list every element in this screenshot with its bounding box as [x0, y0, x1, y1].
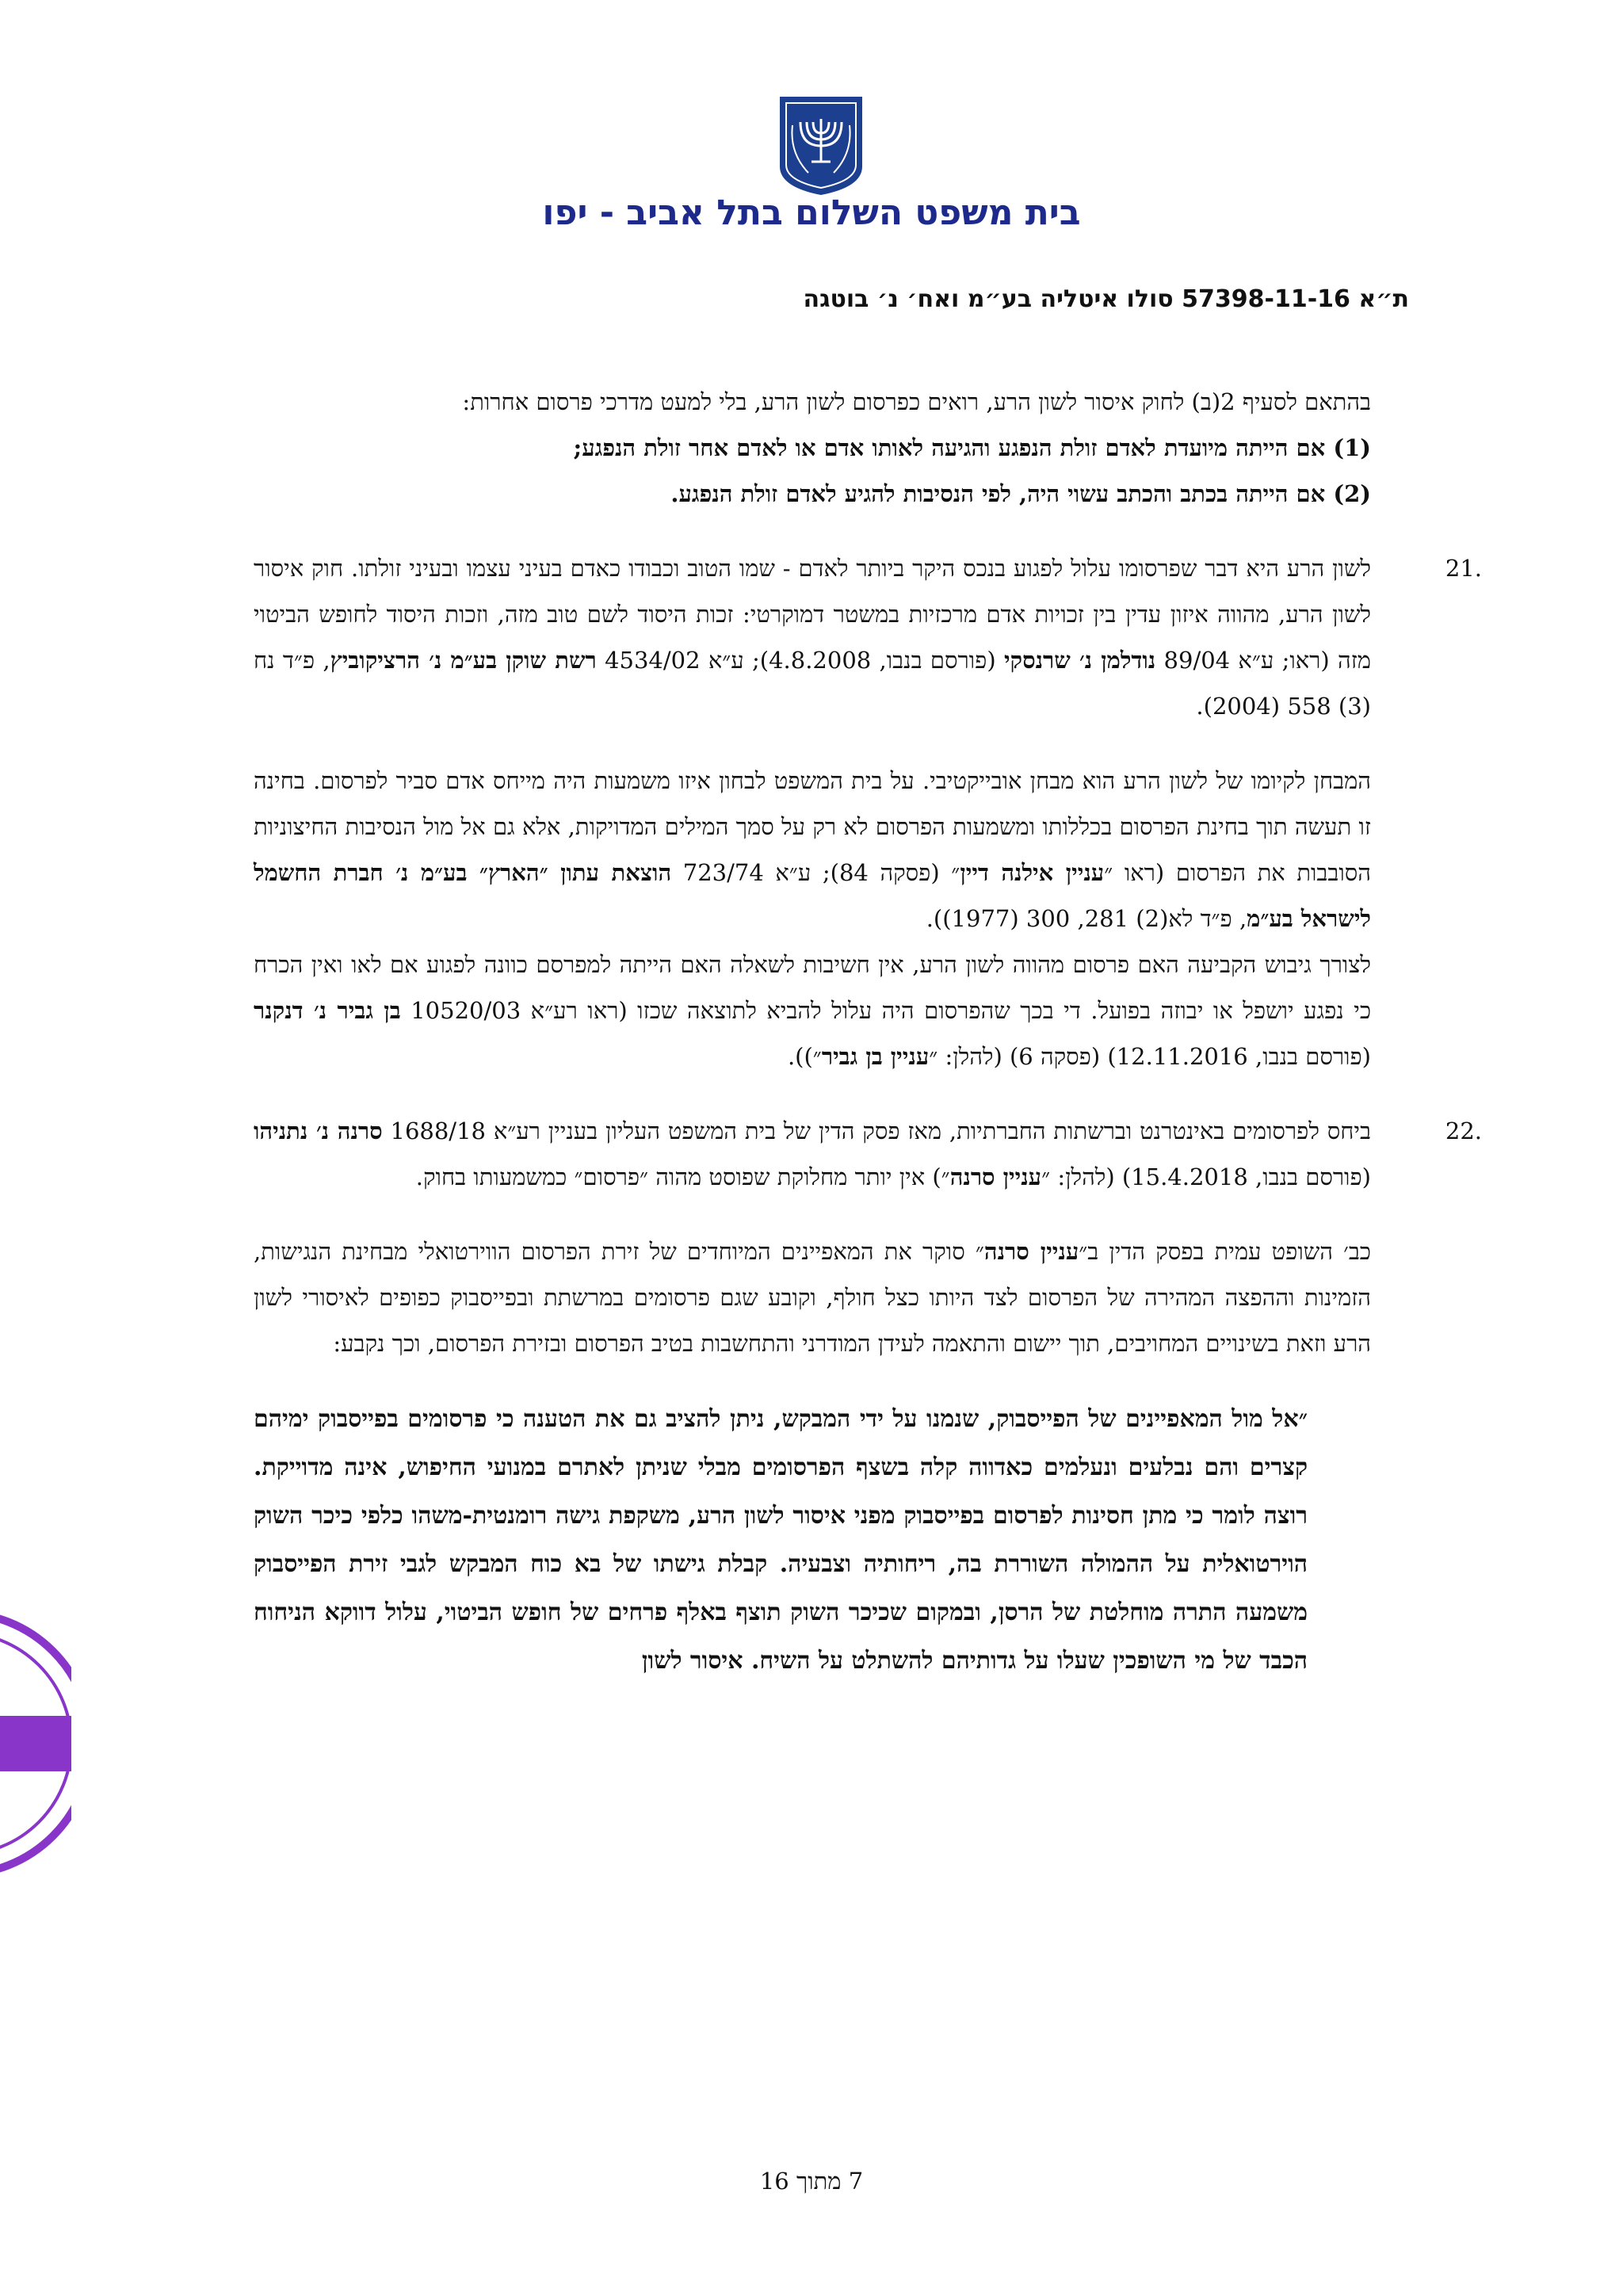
statute-list — [254, 425, 1371, 517]
statute-list-item: (1) אם הייתה מיועדת לאדם זולת הנפגע והגיעה לאותו אדם או לאדם אחר זולת הנפגע; — [573, 434, 1371, 461]
paragraph-number: 21. — [1445, 555, 1482, 582]
numbered-paragraph-22 — [254, 1108, 1482, 1200]
statute-list-item: (2) אם הייתה בכתב והכתב עשוי היה, לפי הנסיבות להגיע לאדם זולת הנפגע. — [670, 480, 1371, 507]
paragraph-intent: לצורך גיבוש הקביעה האם פרסום מהווה לשון הרע, אין חשיבות לשאלה האם הייתה למפרסם כוונה לפגוע אם לאו ואין הכרח כי נפגע יושפל או יבוזה בפועל. די בכך שהפרסום היה עלול להביא לתוצאה שכזו (ראו רע״א 10520/03 בן גביר נ׳ דנקנר (פורסם בנבו, 12.11.2016) (פסקה 6) (להלן: ״עניין בן גביר״)). — [254, 951, 1371, 1070]
state-emblem-icon — [777, 94, 865, 197]
case-number-line: ת״א 57398-11-16 סולו איטליה בע״מ ואח׳ נ׳ בוטגה — [803, 285, 1409, 313]
paragraph-serna-ruling: כב׳ השופט עמית בפסק הדין ב״עניין סרנה״ סוקר את המאפיינים המיוחדים של זירת הפרסום הווירטואלי מבחינת הנגישות, הזמינות וההפצה המהירה של הפרסום לצד היותו כצל חולף, וקובע שגם פרסומים במרשתת ובפייסבוק כפופים לאיסורי לשון הרע וזאת בשינויים המחויבים, תוך יישום והתאמה לעידן המודרני והתחשבות בטיב הפרסום ובזירת הפרסום, וכך נקבע: — [254, 1238, 1371, 1357]
court-stamp-icon — [0, 1577, 71, 1910]
document-body — [254, 379, 1482, 1685]
block-quote: ״אל מול המאפיינים של הפייסבוק, שנמנו על ידי המבקש, ניתן להציב גם את הטענה כי פרסומים בפייסבוק ימיהם קצרים והם נבלעים ונעלמים כאדווה קלה בשצף הפרסומים מבלי שניתן לאתרם במנועי החיפוש, אינה מדוייקת. רוצה לומר כי מתן חסינות לפרסום בפייסבוק מפני איסור לשון הרע, משקפת גישה רומנטית-משהו כלפי כיכר השוק הוירטואלית על ההמולה השוררת בה, ריחותיה וצבעיה. קבלת גישתו של בא כוח המבקש לגבי זירת הפייסבוק משמעה התרה מוחלטת של הרסן, ובמקום שכיכר השוק תוצף באלף פרחים של חופש הביטוי, עלול דווקא הניחוח הכבד של מי השופכין שעלו על גדותיהם להשתלט על השיח. איסור לשון — [254, 1405, 1308, 1675]
paragraph-objective-test: המבחן לקיומו של לשון הרע הוא מבחן אובייקטיבי. על בית המשפט לבחון איזו משמעות היה מייחס אדם סביר לפרסום. בחינה זו תעשה תוך בחינת הפרסום בכללותו ומשמעות הפרסום לא רק על סמך המילים המדויקות, אלא גם אל מול הנסיבות החיצוניות הסובבות את הפרסום (ראו ״עניין אילנה דיין״ (פסקה 84); ע״א 723/74 הוצאת עתון ״הארץ״ בע״מ נ׳ חברת החשמל לישראל בע״מ, פ״ד לא(2) 281, 300 (1977)). — [254, 767, 1371, 932]
paragraph-text: ביחס לפרסומים באינטרנט וברשתות החברתיות, מאז פסק הדין של בית המשפט העליון בעניין רע״א 1688/18 סרנה נ׳ נתניהו (פורסם בנבו, 15.4.2018) (להלן: ״עניין סרנה״) אין יותר מחלוקת שפוסט מהוה ״פרסום״ כמשמעותו בחוק. — [254, 1117, 1371, 1190]
paragraph-number: 22. — [1445, 1117, 1482, 1144]
court-title: בית משפט השלום בתל אביב - יפו — [542, 193, 1081, 233]
paragraph-section-2b: בהתאם לסעיף 2(ב) לחוק איסור לשון הרע, רואים כפרסום לשון הרע, בלי למעט מדרכי פרסום אחרות: — [462, 388, 1371, 415]
numbered-paragraph-21 — [254, 545, 1482, 729]
paragraph-text: לשון הרע היא דבר שפרסומו עלול לפגוע בנכס היקר ביותר לאדם - שמו הטוב וכבודו כאדם בעיני עצמו ובעיני זולתו. חוק איסור לשון הרע, מהווה איזון עדין בין זכויות אדם מרכזיות במשטר דמוקרטי: זכות היסוד לשם טוב מזה, וזכות היסוד לחופש הביטוי מזה (ראו; ע״א 89/04 נודלמן נ׳ שרנסקי (פורסם בנבו, 4.8.2008); ע״א 4534/02 רשת שוקן בע״מ נ׳ הרציקוביץ, פ״ד נח (3) 558 (2004). — [254, 555, 1371, 720]
page-number: 7 מתוך 16 — [759, 2168, 864, 2195]
